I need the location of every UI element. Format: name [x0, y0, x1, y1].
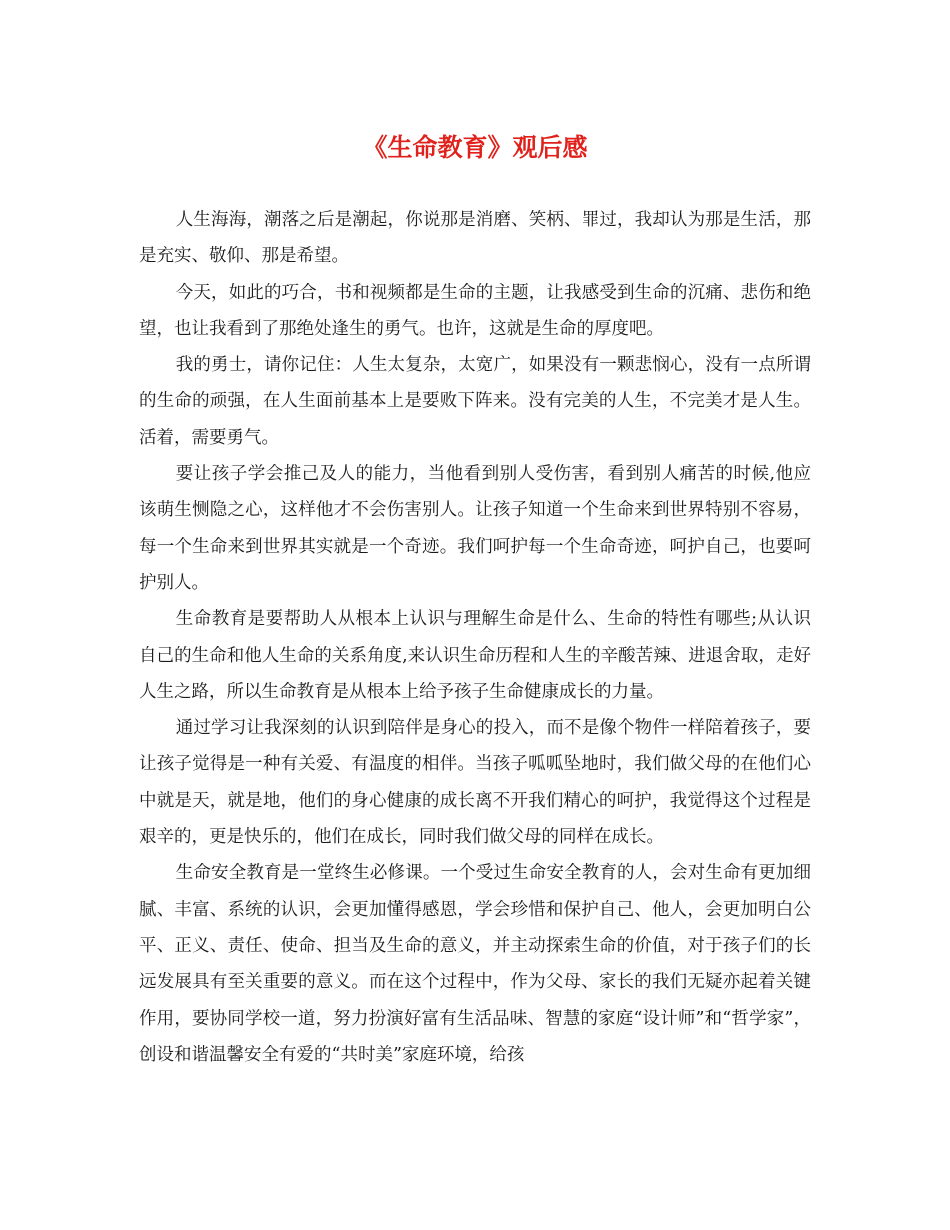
paragraph-2: 今天，如此的巧合，书和视频都是生命的主题，让我感受到生命的沉痛、悲伤和绝望，也让我看到了那绝处逢生的勇气。也许，这就是生命的厚度吧。: [139, 282, 811, 339]
document-body: [139, 202, 811, 1073]
page-title: 《生命教育》观后感: [362, 133, 588, 162]
paragraph-6: 通过学习让我深刻的认识到陪伴是身心的投入，而不是像个物件一样陪着孩子，要让孩子觉得是一种有关爱、有温度的相伴。当孩子呱呱坠地时，我们做父母的在他们心中就是天，就是地，他们的身心健康的成长离不开我们精心的呵护，我觉得这个过程是艰辛的，更是快乐的，他们在成长，同时我们做父母的同样在成长。: [139, 718, 811, 848]
paragraph-5: 生命教育是要帮助人从根本上认识与理解生命是什么、生命的特性有哪些;从认识自己的生命和他人生命的关系角度,来认识生命历程和人生的辛酸苦辣、进退舍取，走好人生之路，所以生命教育是从根本上给予孩子生命健康成长的力量。: [139, 609, 811, 702]
paragraph-1: 人生海海，潮落之后是潮起，你说那是消磨、笑柄、罪过，我却认为那是生活，那是充实、敬仰、那是希望。: [139, 210, 811, 267]
paragraph-3: 我的勇士，请你记住：人生太复杂，太宽广，如果没有一颗悲悯心，没有一点所谓的生命的顽强，在人生面前基本上是要败下阵来。没有完美的人生，不完美才是人生。活着，需要勇气。: [139, 355, 811, 448]
paragraph-7: 生命安全教育是一堂终生必修课。一个受过生命安全教育的人，会对生命有更加细腻、丰富、系统的认识，会更加懂得感恩，学会珍惜和保护自己、他人，会更加明白公平、正义、责任、使命、担当及生命的意义，并主动探索生命的价值，对于孩子们的长远发展具有至关重要的意义。而在这个过程中，作为父母、家长的我们无疑亦起着关键作用，要协同学校一道，努力扮演好富有生活品味、智慧的家庭“设计师”和“哲学家”，创设和谐温馨安全有爱的“共时美”家庭环境，给孩: [139, 863, 811, 1065]
paragraph-4: 要让孩子学会推己及人的能力，当他看到别人受伤害，看到别人痛苦的时候,他应该萌生恻隐之心，这样他才不会伤害别人。让孩子知道一个生命来到世界特别不容易，每一个生命来到世界其实就是一个奇迹。我们呵护每一个生命奇迹，呵护自己，也要呵护别人。: [139, 464, 811, 593]
